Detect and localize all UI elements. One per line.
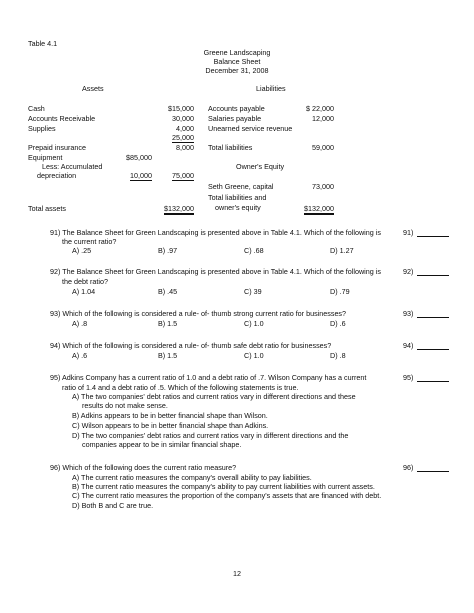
choice-a[interactable]: A) .6	[72, 351, 88, 360]
subtotal-value: 25,000	[172, 133, 194, 142]
choice-d[interactable]: D) .8	[330, 351, 346, 360]
choice-c[interactable]: C) The current ratio measures the proportion of the company's assets that are financed with debt.	[72, 491, 382, 500]
choice-c[interactable]: C) .68	[244, 246, 264, 255]
question-number: 96)	[403, 463, 414, 472]
depreciation-label: depreciation	[37, 171, 77, 180]
choice-b[interactable]: B) .45	[158, 287, 178, 296]
answer-blank[interactable]	[417, 381, 449, 382]
choice-b[interactable]: B) 1.5	[158, 319, 178, 328]
answer-blank[interactable]	[417, 236, 449, 237]
net-equipment-value: 75,000	[172, 171, 194, 180]
question-text-cont: the current ratio?	[62, 237, 117, 246]
question-number: 92)	[403, 267, 414, 276]
choice-b[interactable]: B) 1.5	[158, 351, 178, 360]
total-assets-value: $132,000	[164, 204, 194, 213]
question-text: 96) Which of the following does the current ratio measure?	[50, 463, 237, 472]
question-text: 92) The Balance Sheet for Green Landscaping is presented above in Table 4.1. Which of the following is	[50, 267, 381, 276]
question-text: 95) Adkins Company has a current ratio of 1.0 and a debt ratio of .7. Wilson Company has a current	[50, 373, 367, 382]
choice-d[interactable]: D) .6	[330, 319, 346, 328]
answer-blank[interactable]	[417, 275, 449, 276]
choice-a[interactable]: A) The current ratio measures the company's overall ability to pay liabilities.	[72, 473, 312, 482]
answer-blank[interactable]	[417, 317, 449, 318]
choice-c[interactable]: C) 39	[244, 287, 262, 296]
equipment-label: Equipment	[28, 153, 63, 162]
prepaid-insurance-value: 8,000	[176, 143, 194, 152]
question-text: 94) Which of the following is considered a rule- of- thumb safe debt ratio for businesses?	[50, 341, 332, 350]
equipment-value: $85,000	[126, 153, 152, 162]
question-text: 91) The Balance Sheet for Green Landscaping is presented above in Table 4.1. Which of the following is	[50, 228, 381, 237]
question-number: 95)	[403, 373, 414, 382]
accounts-payable-value: $ 22,000	[306, 104, 334, 113]
owner-capital-label: Seth Greene, capital	[208, 182, 274, 191]
statement-date: December 31, 2008	[205, 66, 269, 75]
total-liabilities-equity-label-2: owner's equity	[215, 203, 261, 212]
total-liabilities-label: Total liabilities	[208, 143, 253, 152]
total-assets-label: Total assets	[28, 204, 66, 213]
supplies-value: 4,000	[176, 124, 194, 133]
choice-c[interactable]: C) Wilson appears to be in better financial shape than Adkins.	[72, 421, 269, 430]
choice-d-cont: companies appear to be in similar financial shape.	[82, 440, 242, 449]
question-text-cont: ratio of 1.4 and a debt ratio of .5. Which of the following statements is true.	[62, 383, 299, 392]
total-liabilities-value: 59,000	[312, 143, 334, 152]
question-text-cont: the debt ratio?	[62, 277, 108, 286]
depreciation-value: 10,000	[130, 171, 152, 180]
cash-value: $15,000	[168, 104, 194, 113]
choice-d[interactable]: D) Both B and C are true.	[72, 501, 154, 510]
question-number: 94)	[403, 341, 414, 350]
total-liabilities-equity-label-1: Total liabilities and	[208, 193, 267, 202]
assets-header: Assets	[82, 84, 104, 93]
statement-title: Balance Sheet	[213, 57, 261, 66]
liabilities-header: Liabilities	[256, 84, 286, 93]
company-name: Greene Landscaping	[203, 48, 271, 57]
answer-blank[interactable]	[417, 471, 449, 472]
accounts-payable-label: Accounts payable	[208, 104, 265, 113]
choice-a[interactable]: A) .8	[72, 319, 88, 328]
question-number: 91)	[403, 228, 414, 237]
answer-blank[interactable]	[417, 349, 449, 350]
salaries-payable-label: Salaries payable	[208, 114, 262, 123]
salaries-payable-value: 12,000	[312, 114, 334, 123]
choice-a[interactable]: A) 1.04	[72, 287, 96, 296]
choice-d[interactable]: D) The two companies' debt ratios and current ratios vary in different directions and the	[72, 431, 349, 440]
total-liabilities-equity-value: $132,000	[304, 204, 334, 213]
choice-b[interactable]: B) The current ratio measures the company's ability to pay current liabilities with current assets.	[72, 482, 375, 491]
owners-equity-header: Owner's Equity	[236, 162, 285, 171]
choice-a-cont: results do not make sense.	[82, 401, 168, 410]
cash-label: Cash	[28, 104, 45, 113]
question-number: 93)	[403, 309, 414, 318]
choice-d[interactable]: D) 1.27	[330, 246, 354, 255]
unearned-revenue-label: Unearned service revenue	[208, 124, 293, 133]
supplies-label: Supplies	[28, 124, 56, 133]
table-label: Table 4.1	[28, 39, 58, 48]
choice-a[interactable]: A) .25	[72, 246, 92, 255]
owner-capital-value: 73,000	[312, 182, 334, 191]
accounts-receivable-value: 30,000	[172, 114, 194, 123]
accumulated-depreciation-label: Less: Accumulated	[42, 162, 103, 171]
choice-b[interactable]: B) Adkins appears to be in better financial shape than Wilson.	[72, 411, 268, 420]
prepaid-insurance-label: Prepaid insurance	[28, 143, 86, 152]
accounts-receivable-label: Accounts Receivable	[28, 114, 96, 123]
question-text: 93) Which of the following is considered a rule- of- thumb strong current ratio for businesses?	[50, 309, 347, 318]
choice-a[interactable]: A) The two companies' debt ratios and current ratios vary in different directions and these	[72, 392, 356, 401]
page-number: 12	[233, 569, 241, 578]
choice-b[interactable]: B) .97	[158, 246, 178, 255]
choice-c[interactable]: C) 1.0	[244, 319, 264, 328]
choice-c[interactable]: C) 1.0	[244, 351, 264, 360]
choice-d[interactable]: D) .79	[330, 287, 350, 296]
